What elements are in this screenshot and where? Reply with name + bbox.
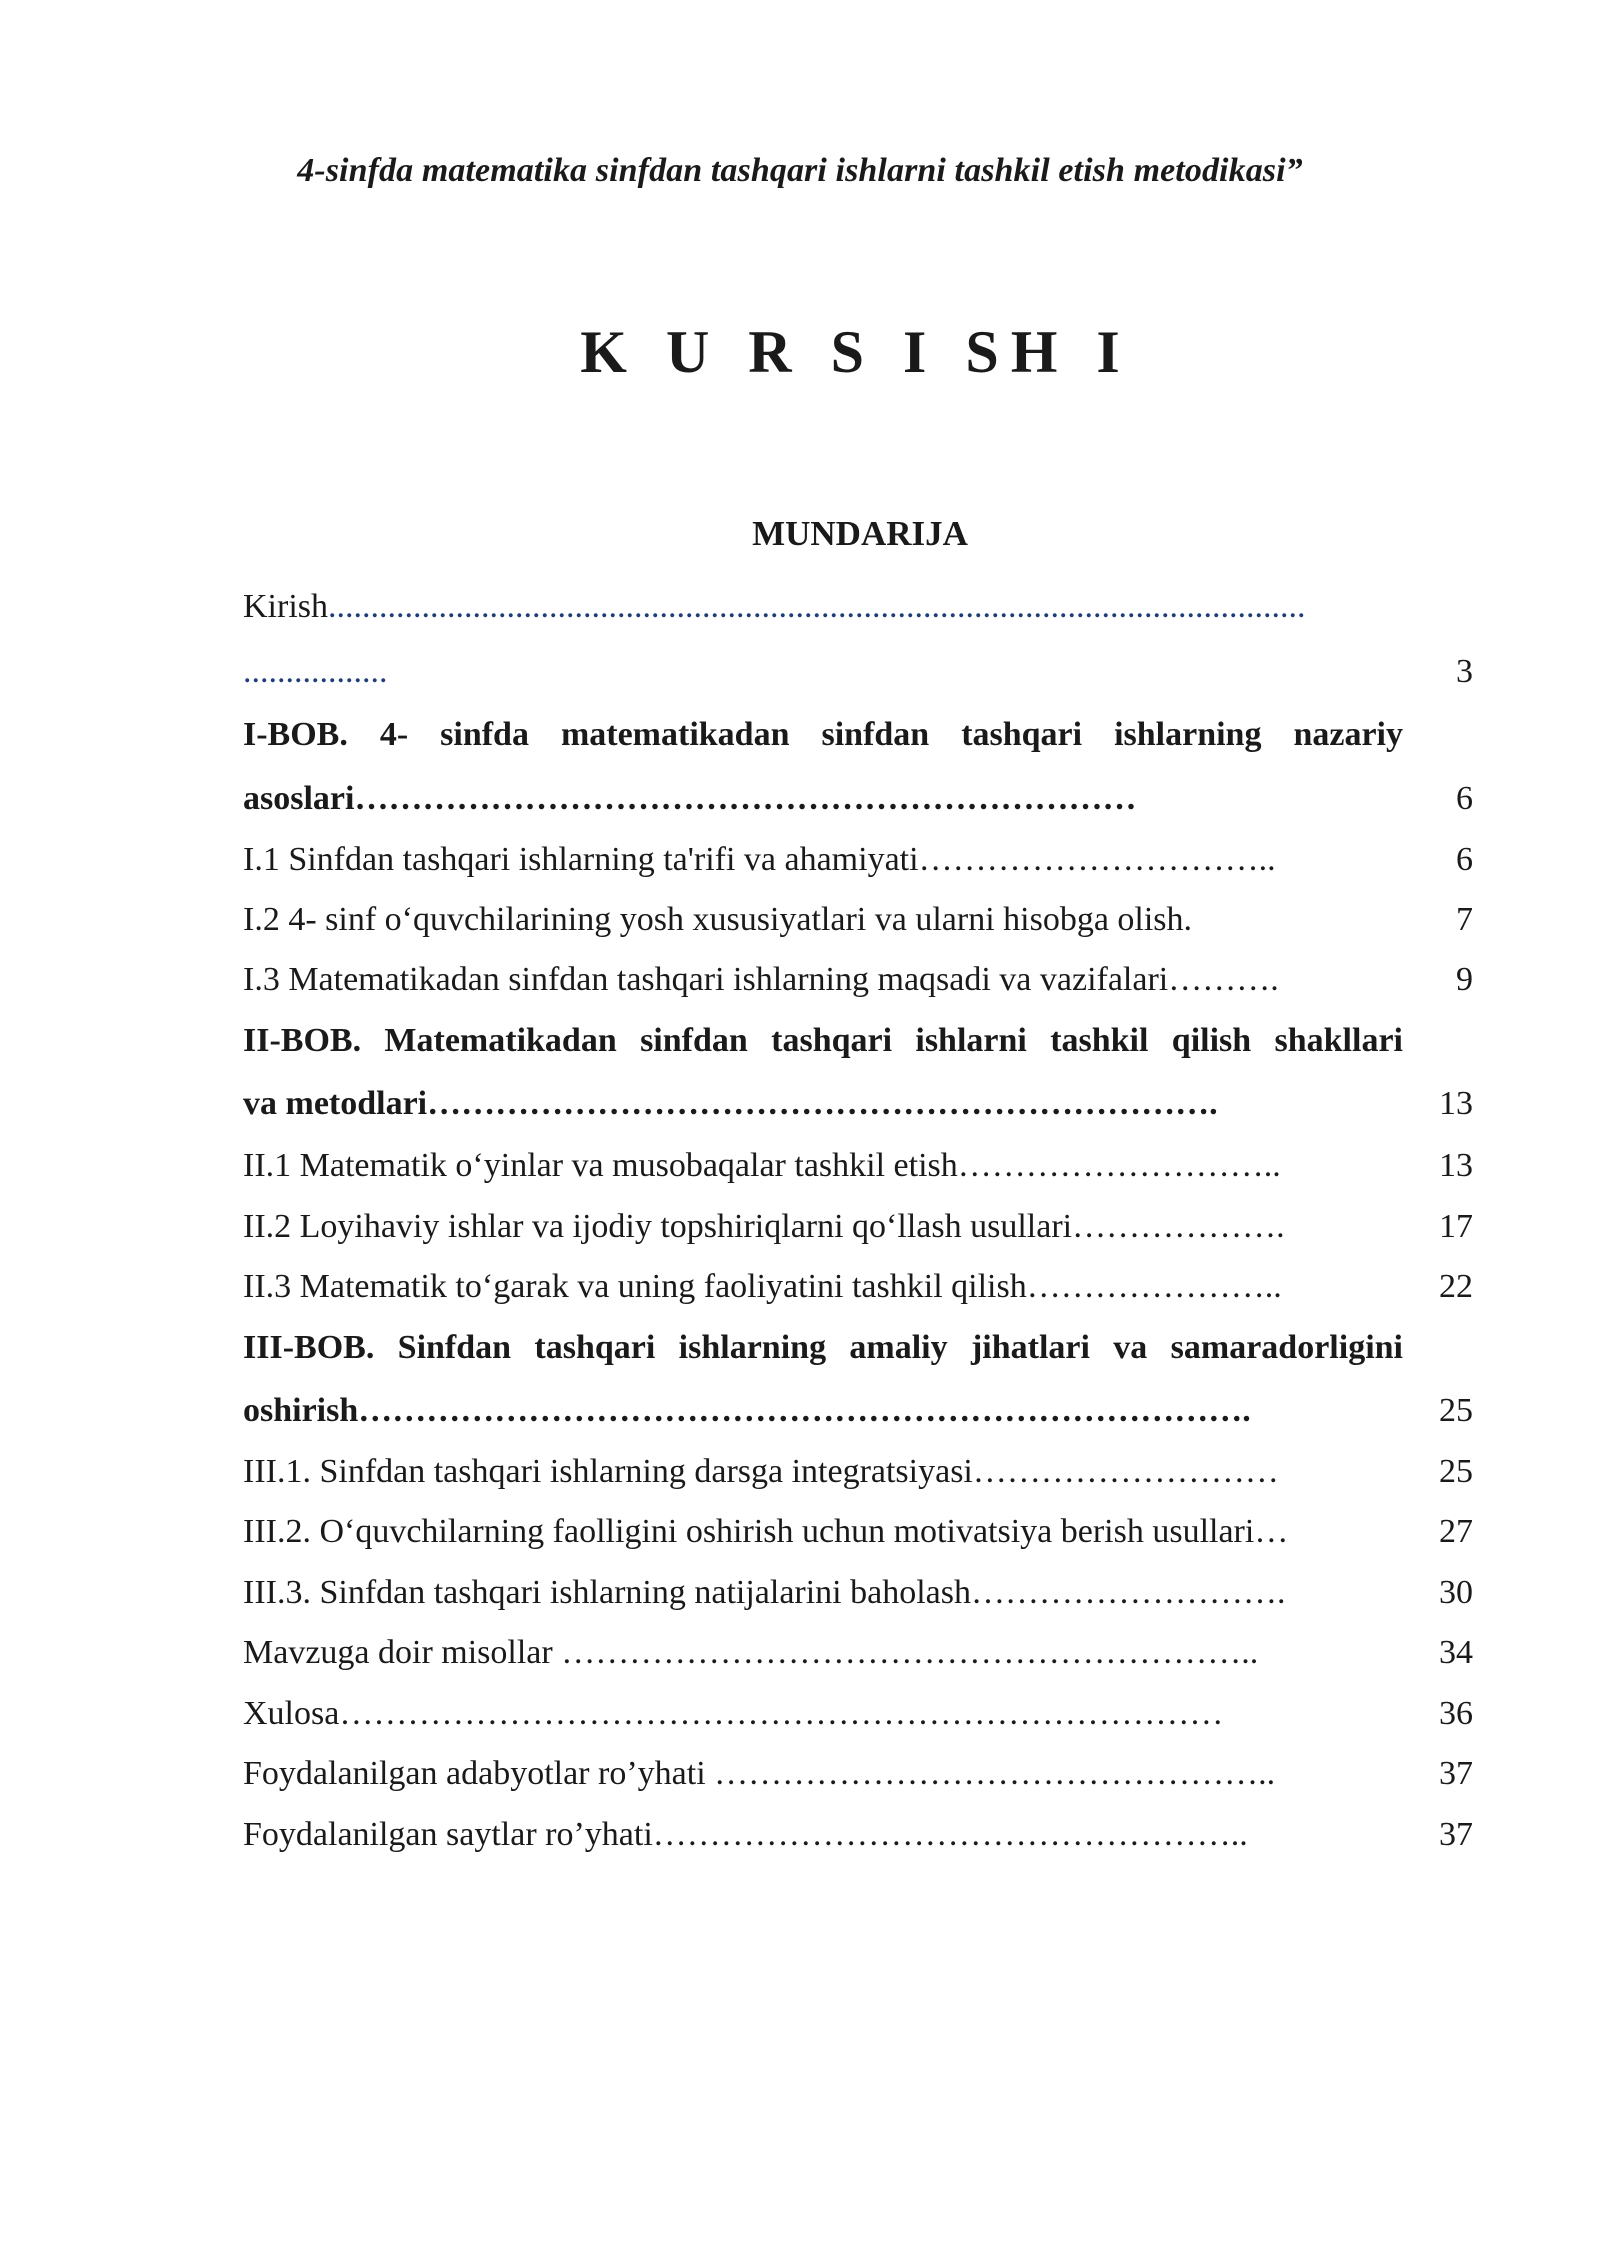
- toc-page-number: 37: [1439, 1755, 1473, 1792]
- toc-entry-mavzuga-doir-misollar[interactable]: [243, 1628, 1473, 1678]
- toc-leader-dots: ……………………………………………..: [652, 1816, 1248, 1853]
- toc-page-number: 37: [1439, 1816, 1473, 1853]
- toc-entry-adabiyotlar[interactable]: [243, 1749, 1473, 1799]
- toc-leader-dots: …………………………………………..: [714, 1755, 1276, 1792]
- toc-page-number: 30: [1439, 1574, 1473, 1611]
- toc-section-2-1[interactable]: [243, 1141, 1473, 1191]
- toc-section-1-3[interactable]: [243, 955, 1473, 1005]
- toc-leader-dots: ……………………….: [970, 1574, 1286, 1611]
- toc-entry-xulosa[interactable]: [243, 1689, 1473, 1739]
- toc-leader-dots: ……………………………………………………………: [354, 780, 1137, 817]
- toc-leader-dots: ………………………..: [957, 1147, 1281, 1184]
- toc-leader-dots: ...................................................................................................................: [328, 588, 1306, 625]
- toc-page-number: 3: [1456, 653, 1473, 690]
- toc-leader-dots: …: [1254, 1513, 1289, 1550]
- toc-entry-label: II.3 Matematik to‘garak va uning faoliyatini tashkil qilish: [243, 1268, 1027, 1305]
- toc-page-number: 27: [1439, 1513, 1473, 1550]
- toc-page-number: 25: [1439, 1392, 1473, 1429]
- toc-entry-label: III.1. Sinfdan tashqari ishlarning darsga integratsiyasi: [243, 1453, 973, 1490]
- toc-page-number: 25: [1439, 1453, 1473, 1490]
- toc-entry-label: va metodlari: [243, 1085, 428, 1122]
- toc-section-3-2[interactable]: [243, 1507, 1473, 1557]
- toc-entry-kirish-continued[interactable]: [243, 647, 1473, 697]
- topic-title: 4-sinfda matematika sinfdan tashqari ishlarni tashkil etish metodikasi”: [297, 152, 1303, 189]
- toc-page-number: 6: [1456, 780, 1473, 817]
- toc-entry-saytlar[interactable]: [243, 1810, 1473, 1860]
- toc-entry-label: I.2 4- sinf o‘quvchilarining yosh xususiyatlari va ularni hisobga olish.: [243, 901, 1193, 938]
- toc-leader-dots: …………………………………………………………….: [427, 1085, 1218, 1122]
- toc-entry-label: Xulosa: [243, 1695, 340, 1732]
- toc-leader-dots: ……………………………………………………………………: [339, 1695, 1224, 1732]
- toc-section-3-3[interactable]: [243, 1568, 1473, 1618]
- toc-page-number: 6: [1456, 841, 1473, 878]
- toc-page-number: 13: [1439, 1147, 1473, 1184]
- toc-entry-label: I.3 Matematikadan sinfdan tashqari ishlarning maqsadi va vazifalari: [243, 961, 1169, 998]
- toc-leader-dots: …………………..: [1026, 1268, 1282, 1305]
- toc-entry-label: II.1 Matematik o‘yinlar va musobaqalar tashkil etish: [243, 1147, 958, 1184]
- toc-chapter-2-heading[interactable]: [243, 1016, 1473, 1066]
- toc-leader-dots: .................: [243, 653, 388, 690]
- toc-page-number: 17: [1439, 1208, 1473, 1245]
- toc-entry-label: Foydalanilgan adabyotlar ro’yhati: [243, 1755, 715, 1792]
- toc-entry-label: asoslari: [243, 780, 355, 817]
- toc-chapter-3-heading-continued[interactable]: [243, 1386, 1473, 1436]
- toc-heading: MUNDARIJA: [752, 514, 968, 553]
- toc-chapter-2-heading-continued[interactable]: [243, 1079, 1473, 1129]
- toc-entry-label: III.2. O‘quvchilarning faolligini oshirish uchun motivatsiya berish usullari: [243, 1513, 1255, 1550]
- toc-entry-label: Kirish: [243, 588, 328, 625]
- toc-entry-label: I.1 Sinfdan tashqari ishlarning ta'rifi va ahamiyati: [243, 841, 919, 878]
- toc-section-3-1[interactable]: [243, 1447, 1473, 1497]
- toc-entry-label: III.3. Sinfdan tashqari ishlarning natijalarini baholash: [243, 1574, 971, 1611]
- toc-entry-label: Mavzuga doir misollar: [243, 1634, 562, 1671]
- table-of-contents: [243, 0, 1473, 2262]
- toc-page-number: 22: [1439, 1268, 1473, 1305]
- toc-chapter-1-heading-continued[interactable]: [243, 774, 1473, 824]
- toc-entry-label: III-BOB. Sinfdan tashqari ishlarning amaliy jihatlari va samaradorligini: [243, 1329, 1403, 1366]
- toc-leader-dots: ……………….: [1072, 1208, 1285, 1245]
- toc-leader-dots: …………………………..: [918, 841, 1276, 878]
- toc-chapter-1-heading[interactable]: [243, 710, 1473, 760]
- toc-section-1-1[interactable]: [243, 835, 1473, 885]
- toc-entry-kirish[interactable]: [243, 582, 1473, 632]
- toc-chapter-3-heading[interactable]: [243, 1323, 1473, 1373]
- toc-page-number: 13: [1439, 1085, 1473, 1122]
- toc-page-number: 7: [1456, 901, 1473, 938]
- toc-entry-label: II.2 Loyihaviy ishlar va ijodiy topshiriqlarni qo‘llash usullari: [243, 1208, 1073, 1245]
- toc-entry-label: Foydalanilgan saytlar ro’yhati: [243, 1816, 653, 1853]
- toc-page-number: 36: [1439, 1695, 1473, 1732]
- toc-entry-label: II-BOB. Matematikadan sinfdan tashqari ishlarni tashkil qilish shakllari: [243, 1022, 1403, 1059]
- toc-entry-label: oshirish: [243, 1392, 359, 1429]
- toc-leader-dots: ……….: [1168, 961, 1279, 998]
- toc-leader-dots: ……………………………………………………..: [561, 1634, 1259, 1671]
- toc-section-1-2[interactable]: [243, 895, 1473, 945]
- toc-entry-label: I-BOB. 4- sinfda matematikadan sinfdan tashqari ishlarning nazariy: [243, 716, 1403, 753]
- toc-page-number: 34: [1439, 1634, 1473, 1671]
- toc-leader-dots: …………………………………………………………………….: [358, 1392, 1251, 1429]
- toc-leader-dots: ………………………: [972, 1453, 1279, 1490]
- document-type-heading: K U R S I SH I: [580, 319, 1132, 385]
- toc-section-2-3[interactable]: [243, 1262, 1473, 1312]
- toc-section-2-2[interactable]: [243, 1202, 1473, 1252]
- toc-page-number: 9: [1456, 961, 1473, 998]
